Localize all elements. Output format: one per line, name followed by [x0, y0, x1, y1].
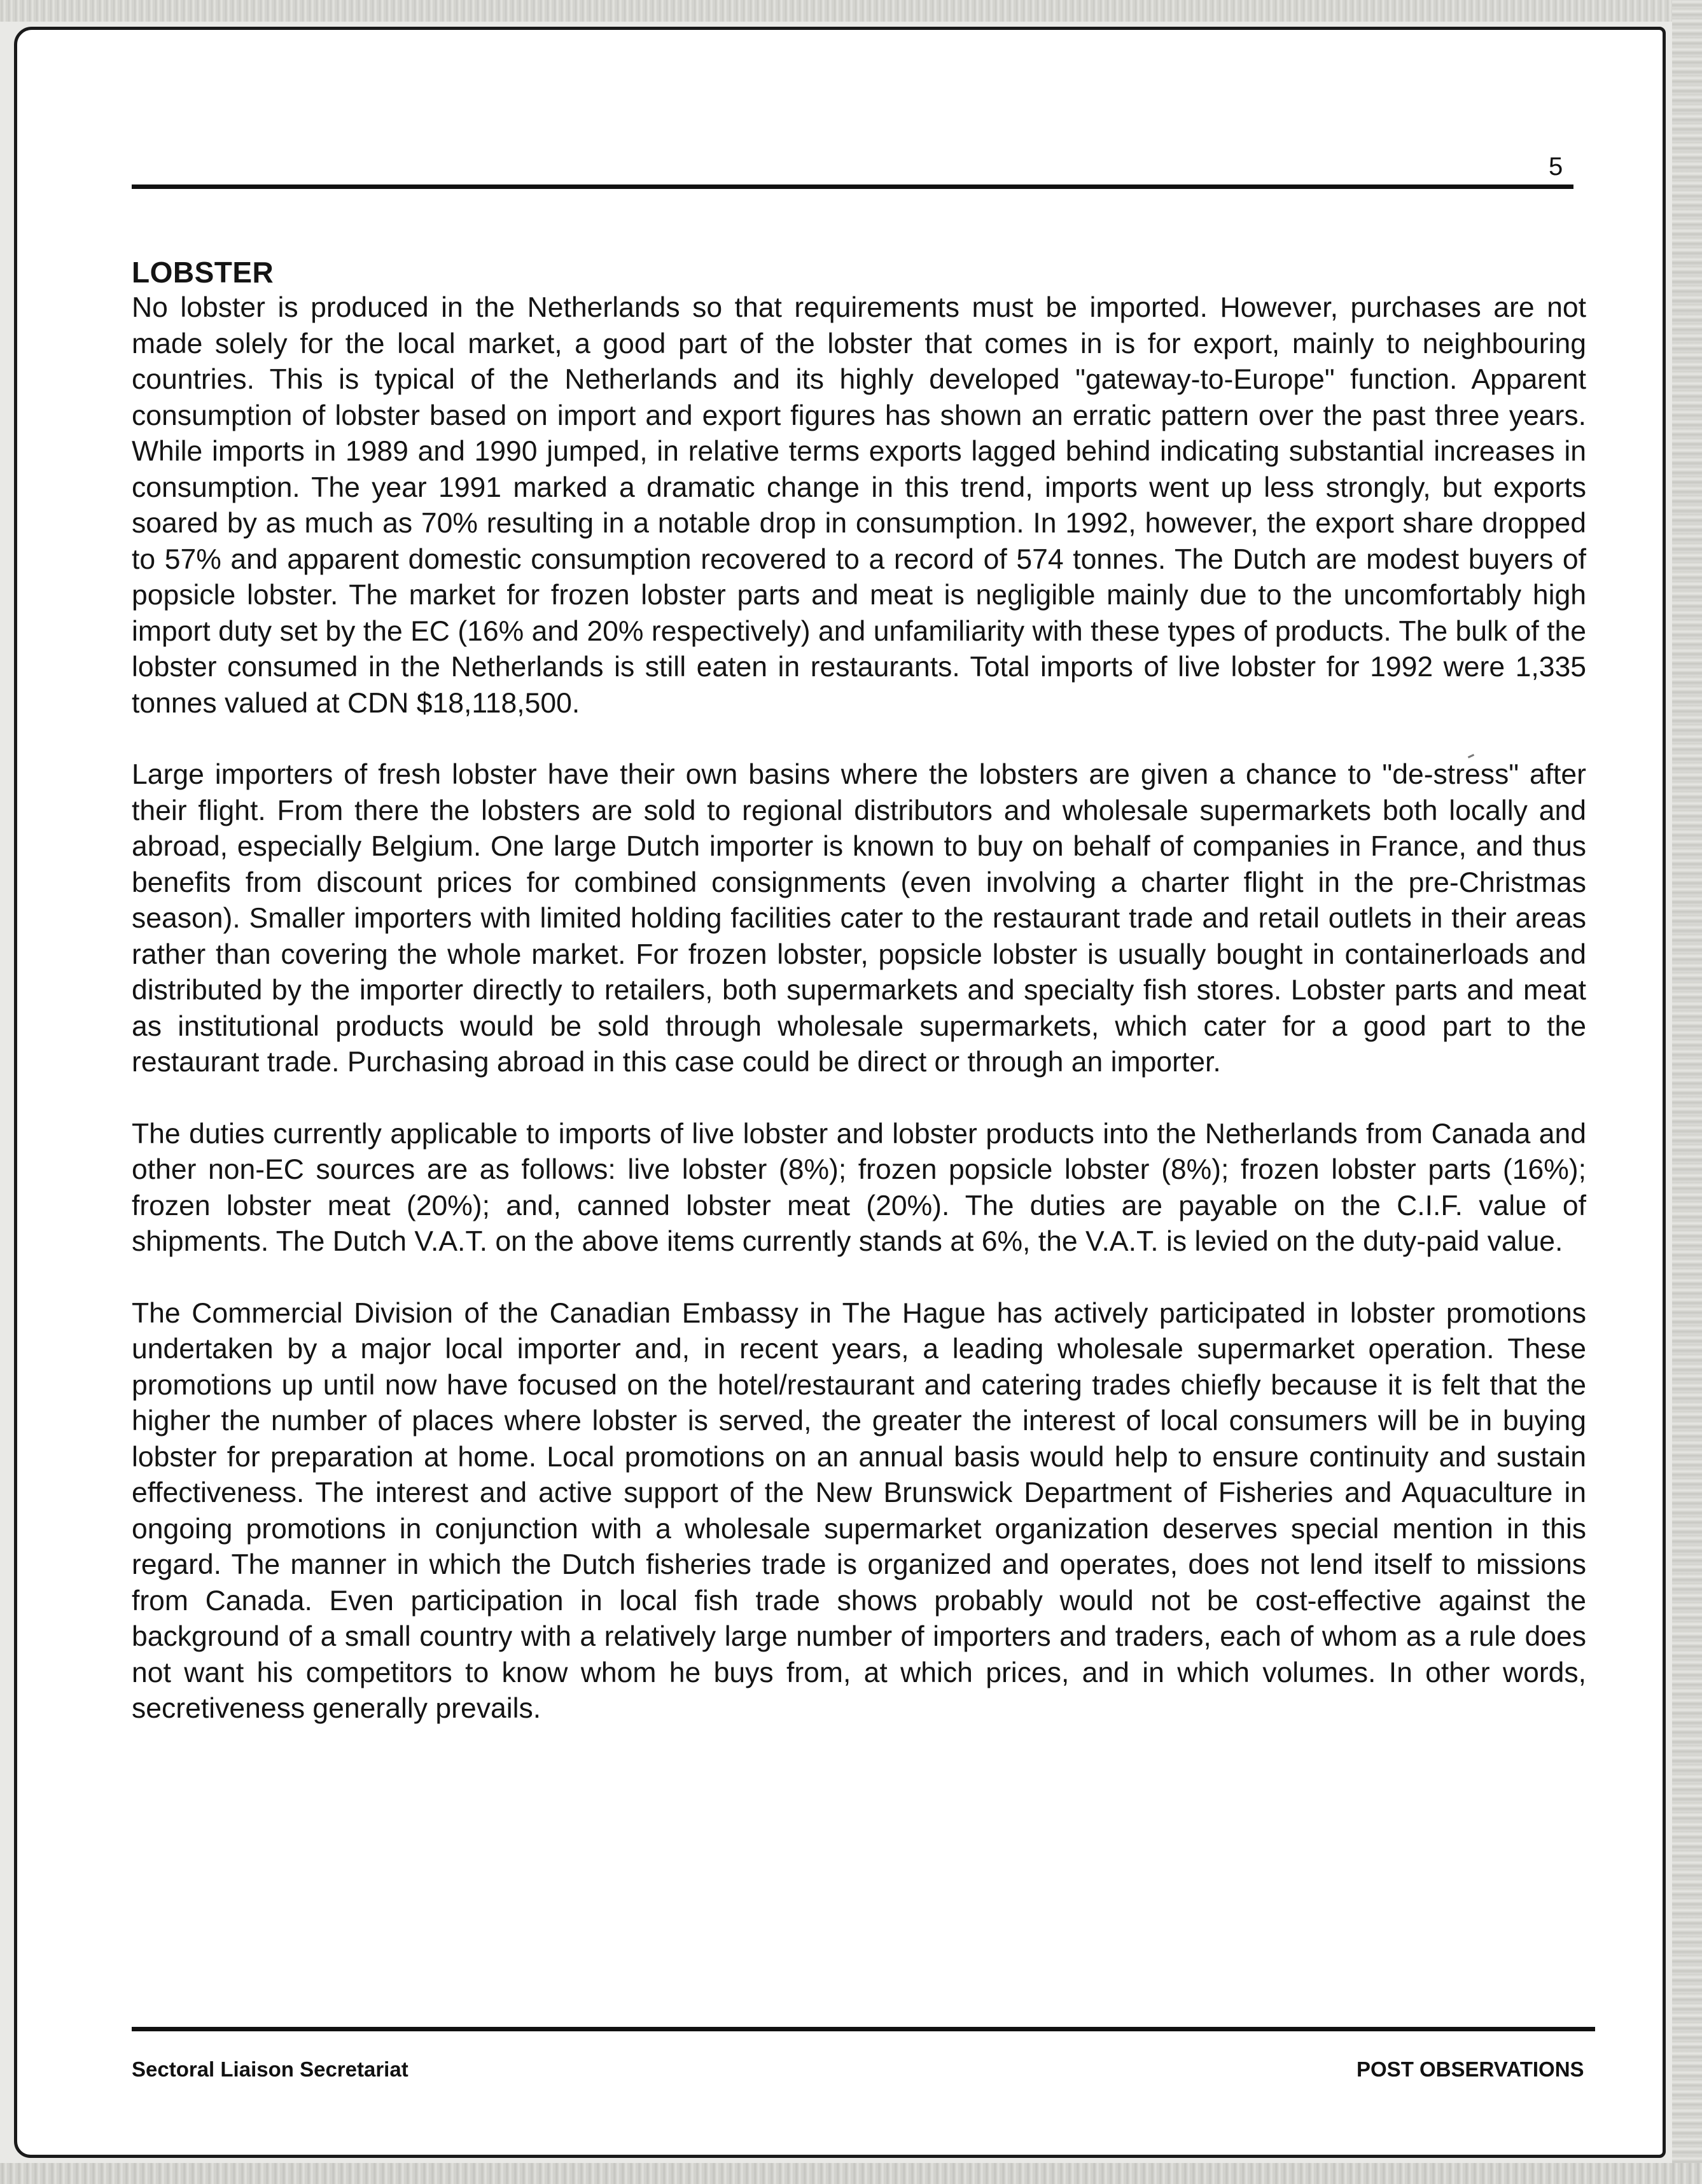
paragraph-market-overview: No lobster is produced in the Netherlands so that requirements must be imported. However, purchases are not made solely for the local market, a good part of the lobster that comes in is for export, mainly to neighbouring countries. This is typical of the Netherlands and its highly developed "gateway-to-Europe" function. Apparent consumption of lobster based on import and export figures has shown an erratic pattern over the past three years. While imports in 1989 and 1990 jumped, in relative terms exports lagged behind indicating substantial increases in consumption. The year 1991 marked a dramatic change in this trend, imports went up less strongly, but exports soared by as much as 70% resulting in a notable drop in consumption. In 1992, however, the export share dropped to 57% and apparent domestic consumption recovered to a record of 574 tonnes. The Dutch are modest buyers of popsicle lobster. The market for frozen lobster parts and meat is negligible mainly due to the uncomfortably high import duty set by the EC (16% and 20% respectively) and unfamiliarity with these types of products. The bulk of the lobster consumed in the Netherlands is still eaten in restaurants. Total imports of live lobster for 1992 were 1,335 tonnes valued at CDN $18,118,500.	[132, 292, 1586, 719]
page-number: 5	[1549, 153, 1563, 181]
paragraph-promotions: The Commercial Division of the Canadian Embassy in The Hague has actively participated in lobster promotions undertaken by a major local importer and, in recent years, a leading wholesale supermarket operation. These promotions up until now have focused on the hotel/restaurant and catering trades chiefly because it is felt that the higher the number of places where lobster is served, the greater the interest of local consumers will be in buying lobster for preparation at home. Local promotions on an annual basis would help to ensure continuity and sustain effectiveness. The interest and active support of the New Brunswick Department of Fisheries and Aquaculture in ongoing promotions in conjunction with a wholesale supermarket organization deserves special mention in this regard. The manner in which the Dutch fisheries trade is organized and operates, does not lend itself to missions from Canada. Even participation in local fish trade shows probably would not be cost-effective against the background of a small country with a relatively large number of importers and traders, each of whom as a rule does not want his competitors to know whom he buys from, at which prices, and in which volumes. In other words, secretiveness generally prevails.	[132, 1297, 1586, 1724]
page-body	[132, 254, 1586, 1763]
paragraph-duties: The duties currently applicable to imports of live lobster and lobster products into the Netherlands from Canada and other non-EC sources are as follows: live lobster (8%); frozen popsicle lobster (8%); frozen lobster parts (16%); frozen lobster meat (20%); and, canned lobster meat (20%). The duties are payable on the C.I.F. value of shipments. The Dutch V.A.T. on the above items currently stands at 6%, the V.A.T. is levied on the duty-paid value.	[132, 1118, 1586, 1257]
scan-edge-bottom	[0, 2163, 1702, 2184]
footer-publisher: Sectoral Liaison Secretariat	[132, 2057, 408, 2081]
footer-rule	[132, 2027, 1595, 2031]
footer-section-title: POST OBSERVATIONS	[1357, 2057, 1584, 2081]
section-heading: LOBSTER	[132, 256, 274, 289]
document-page	[14, 27, 1666, 2158]
header-rule	[132, 184, 1573, 189]
scan-edge-top	[0, 0, 1702, 22]
scan-edge-right	[1672, 0, 1702, 2184]
paragraph-distribution: Large importers of fresh lobster have their own basins where the lobsters are given a chance to "de-stress" after their flight. From there the lobsters are sold to regional distributors and wholesale supermarkets both locally and abroad, especially Belgium. One large Dutch importer is known to buy on behalf of companies in France, and thus benefits from discount prices for combined consignments (even involving a charter flight in the pre-Christmas season). Smaller importers with limited holding facilities cater to the restaurant trade and retail outlets in their areas rather than covering the whole market. For frozen lobster, popsicle lobster is usually bought in containerloads and distributed by the importer directly to retailers, both supermarkets and specialty fish stores. Lobster parts and meat as institutional products would be sold through wholesale supermarkets, which cater for a good part to the restaurant trade. Purchasing abroad in this case could be direct or through an importer.	[132, 759, 1586, 1078]
